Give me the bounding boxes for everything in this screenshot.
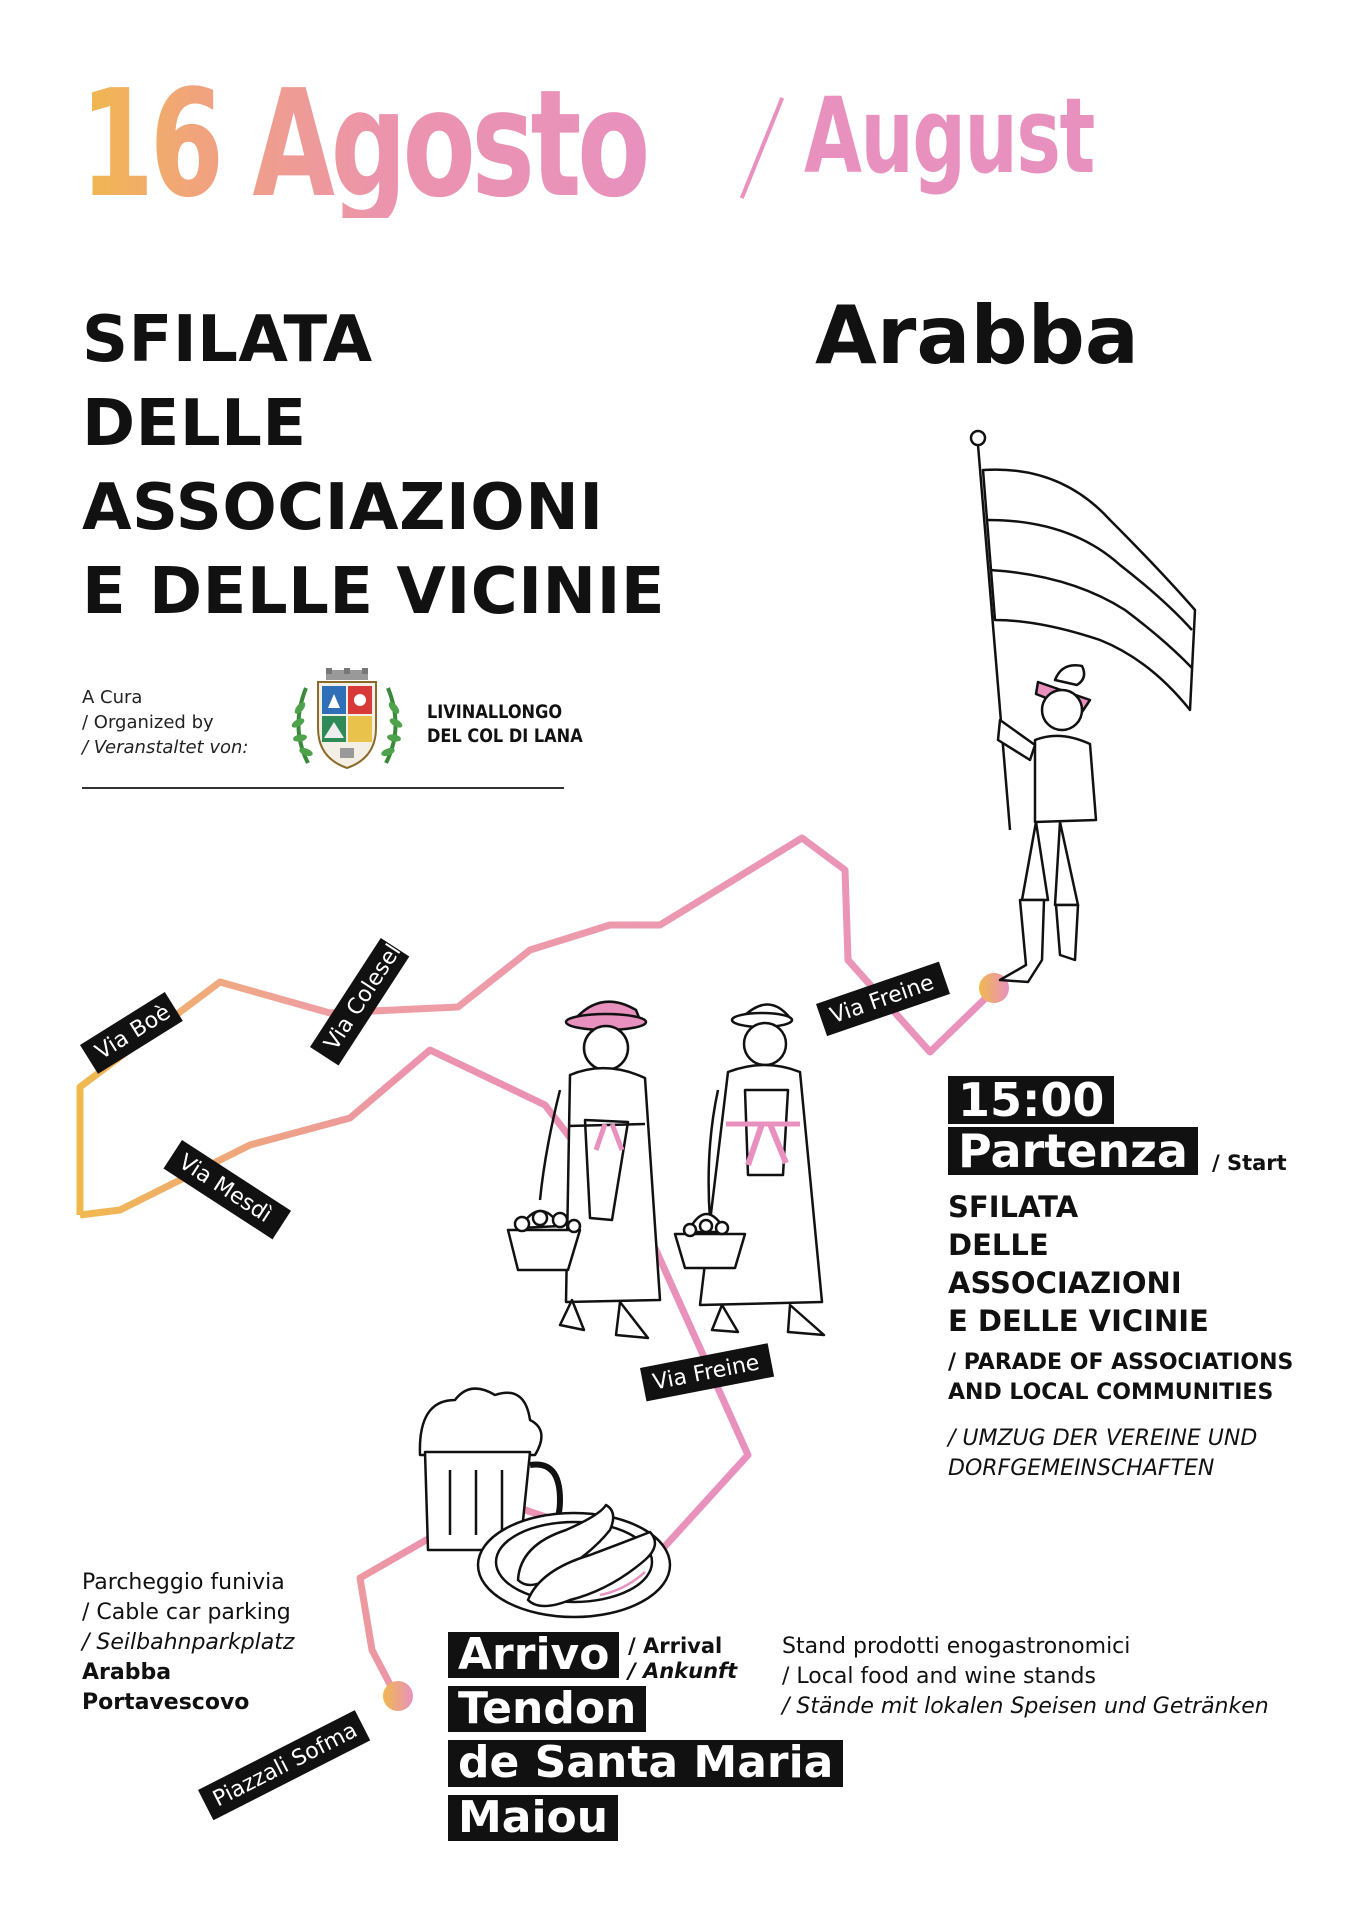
start-label-english: / Start: [1211, 1150, 1287, 1175]
title-line: E DELLE VICINIE: [82, 555, 666, 629]
title-line: SFILATA: [82, 303, 373, 377]
svg-text:Via Freine: Via Freine: [650, 1350, 762, 1396]
svg-text:Via Mesdì: Via Mesdì: [174, 1149, 276, 1228]
street-label-via-boe: [80, 992, 183, 1074]
arrival-place-line: de Santa Maria: [448, 1740, 843, 1786]
start-label: Partenza: [948, 1127, 1198, 1175]
arrival-label-german: / Ankunft: [628, 1659, 738, 1683]
title-line: DELLE: [82, 387, 307, 461]
food-stands-info: [782, 1632, 1269, 1722]
street-label-piazzali-sofma: [198, 1710, 370, 1820]
event-name-german-line: / UMZUG DER VEREINE UND: [948, 1426, 1258, 1451]
street-label-via-freine-lower: [640, 1343, 774, 1401]
parking-line: / Seilbahnparkplatz: [82, 1630, 295, 1655]
august-label: August: [804, 75, 1094, 197]
parking-line: Parcheggio funivia: [82, 1570, 285, 1595]
event-name-line: DELLE: [948, 1228, 1049, 1262]
title-line: ASSOCIAZIONI: [82, 471, 604, 545]
event-name-line: ASSOCIAZIONI: [948, 1266, 1182, 1300]
stands-line: / Stände mit lokalen Speisen und Getränken: [782, 1694, 1269, 1719]
parking-line: Portavescovo: [82, 1690, 250, 1715]
arrival-translations: [628, 1634, 737, 1684]
event-name-english-line: / PARADE OF ASSOCIATIONS: [948, 1350, 1294, 1375]
arrival-place-line: Maiou: [448, 1795, 618, 1841]
event-name-english-line: AND LOCAL COMMUNITIES: [948, 1380, 1274, 1405]
event-name: [948, 1188, 1209, 1340]
svg-text:Via Freine: Via Freine: [827, 970, 938, 1030]
arrival-label: Arrivo: [448, 1632, 619, 1678]
organizer-name-line: DEL COL DI LANA: [427, 725, 583, 747]
start-time-value: 15:00: [948, 1076, 1114, 1124]
organizer-line: A Cura: [82, 687, 143, 708]
organizer-line: / Organized by: [82, 712, 214, 733]
street-label-via-freine-upper: [816, 962, 950, 1036]
parking-line: Arabba: [82, 1660, 172, 1685]
flag-bearer-illustration: [971, 431, 1195, 982]
arrival-marker: [383, 1681, 413, 1711]
event-name-line: E DELLE VICINIE: [948, 1304, 1209, 1338]
street-label-via-colesel: [310, 937, 410, 1065]
event-name-german: [948, 1424, 1257, 1484]
town-name: Arabba: [815, 289, 1139, 382]
stands-line: / Local food and wine stands: [782, 1664, 1096, 1689]
women-with-baskets-illustration: [508, 1002, 824, 1338]
stands-line: Stand prodotti enogastronomici: [782, 1634, 1131, 1659]
svg-text:Via Boè: Via Boè: [91, 999, 175, 1066]
arrival-place-line: Tendon: [448, 1686, 646, 1732]
event-name-english: [948, 1348, 1293, 1408]
event-name-line: SFILATA: [948, 1190, 1079, 1224]
parking-info: [82, 1568, 294, 1718]
svg-text:Piazzali Sofma: Piazzali Sofma: [209, 1718, 362, 1813]
svg-text:Via Colesel: Via Colesel: [319, 940, 407, 1055]
parking-line: / Cable car parking: [82, 1600, 291, 1625]
start-label-row: [948, 1124, 1287, 1178]
organizer-line: / Veranstaltet von:: [82, 737, 249, 758]
organizer-name-line: LIVINALLONGO: [427, 701, 563, 723]
event-name-german-line: DORFGEMEINSCHAFTEN: [948, 1456, 1215, 1481]
start-time: [948, 1073, 1114, 1127]
event-date: 16 Agosto: [80, 58, 647, 230]
arrival-label-english: / Arrival: [628, 1634, 723, 1658]
